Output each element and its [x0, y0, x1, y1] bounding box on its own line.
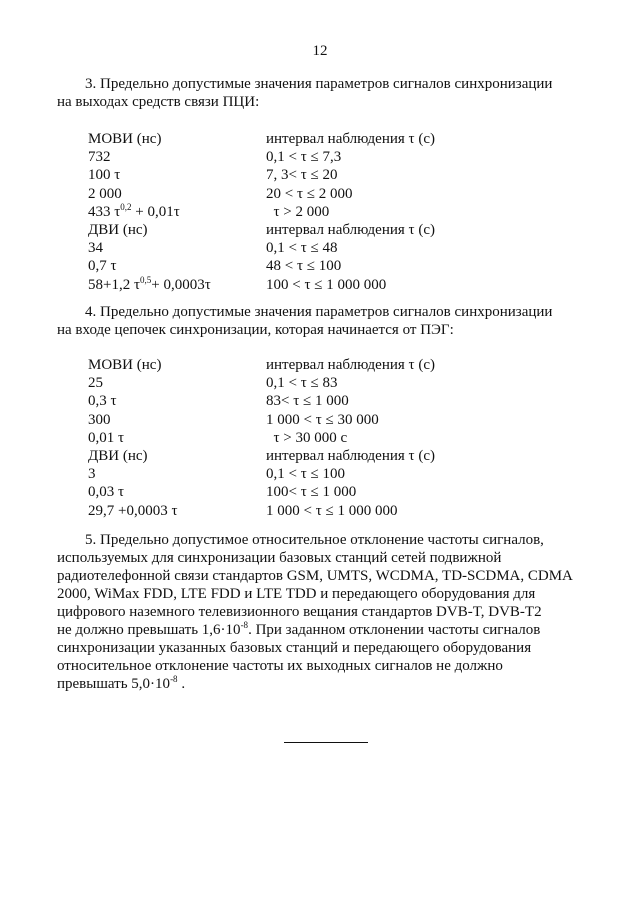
row-interval: τ > 30 000 с: [266, 429, 348, 446]
section-5-line: синхронизации указанных базовых станций и передающего оборудования: [57, 640, 532, 656]
row-interval: 83< τ ≤ 1 000: [266, 393, 349, 410]
section-3-line: 3. Предельно допустимые значения параметров сигналов синхронизации: [85, 76, 553, 92]
table-row: [88, 257, 568, 275]
table-row: [88, 502, 568, 520]
row-interval: 100 < τ ≤ 1 000 000: [266, 276, 387, 293]
table-row: [88, 166, 568, 184]
exponent: -8: [240, 620, 249, 630]
row-formula: 58+1,2 $\tau^{0,5}+ 0,0003\tau$: [88, 274, 211, 293]
page-number: 12: [312, 43, 328, 59]
table-row: [88, 374, 568, 392]
row-value: 3: [88, 466, 96, 483]
row-value: 100 τ: [88, 167, 121, 184]
table-row: [88, 429, 568, 447]
row-interval: 0,1 < τ ≤ 48: [266, 240, 338, 257]
row-value: 0,7 τ: [88, 258, 117, 275]
row-interval: 48 < τ ≤ 100: [266, 258, 342, 275]
row-value: 0,03 τ: [88, 484, 125, 501]
table-row: [88, 411, 568, 429]
closing-rule: [284, 742, 368, 743]
table-row: [88, 465, 568, 483]
row-interval: 0,1 < τ ≤ 83: [266, 375, 338, 392]
section-4-table: [88, 356, 568, 520]
row-interval: интервал наблюдения τ (с): [266, 447, 435, 464]
table-row: [88, 185, 568, 203]
row-interval: интервал наблюдения τ (с): [266, 357, 435, 373]
table-row: [88, 276, 568, 294]
row-interval: 7, 3< τ ≤ 20: [266, 167, 338, 184]
row-value: МОВИ (нс): [88, 357, 162, 373]
row-interval: интервал наблюдения τ (с): [266, 221, 435, 238]
section-5-line: 2000, WiMax FDD, LTE FDD и LTE TDD и передающего оборудования для: [57, 586, 536, 602]
section-4-heading-cont: [57, 321, 600, 339]
section-5-line: 5. Предельно допустимое относительное отклонение частоты сигналов,: [85, 532, 544, 548]
row-formula: 433 $\tau^{0,2} + 0,01\tau$: [88, 201, 180, 220]
section-4-heading: [57, 303, 600, 321]
exponent: -8: [170, 674, 178, 684]
row-value: 2 000: [88, 185, 122, 202]
table-row: [88, 392, 568, 410]
row-interval: 0,1 < τ ≤ 100: [266, 466, 345, 483]
row-interval: 100< τ ≤ 1 000: [266, 484, 357, 501]
table-row: [88, 447, 568, 465]
section-5-line: используемых для синхронизации базовых станций сетей подвижной: [57, 550, 502, 566]
row-value: 0,3 τ: [88, 393, 117, 410]
row-interval: τ > 2 000: [266, 203, 330, 220]
row-interval: 1 000 < τ ≤ 30 000: [266, 411, 379, 428]
section-5-line: радиотелефонной связи стандартов GSM, UMTS, WCDMA, TD-SCDMA, CDMA: [57, 568, 573, 584]
section-4-line: на входе цепочек синхронизации, которая начинается от ПЭГ:: [57, 322, 454, 338]
row-value: 0,01 τ: [88, 429, 125, 446]
table-row: [88, 356, 568, 374]
section-5-line: относительное отклонение частоты их выходных сигналов не должно: [57, 658, 503, 674]
row-interval: интервал наблюдения τ (с): [266, 131, 435, 147]
table-row: [88, 203, 568, 221]
section-4-line: 4. Предельно допустимые значения параметров сигналов синхронизации: [85, 304, 553, 320]
section-5-line: не должно превышать $1,6\cdot 10^{-8}$. При заданном отклонении частоты сигналов: [57, 620, 541, 638]
table-row: [88, 148, 568, 166]
exponent: 0,2: [120, 201, 132, 212]
section-5-line: превышать $5,0\cdot 10^{-8}$ .: [57, 674, 186, 692]
section-5-line: цифрового наземного телевизионного вещания стандартов DVB-T, DVB-T2: [57, 604, 542, 620]
row-interval: 1 000 < τ ≤ 1 000 000: [266, 502, 398, 519]
row-value: 29,7 +0,0003 τ: [88, 502, 178, 519]
table-row: [88, 130, 568, 148]
row-value: 34: [88, 240, 103, 257]
row-value: 300: [88, 411, 111, 428]
row-interval: 20 < τ ≤ 2 000: [266, 185, 353, 202]
section-3-heading-cont: [57, 93, 600, 111]
section-3-heading: [57, 75, 600, 93]
table-row: [88, 483, 568, 501]
row-value: ДВИ (нс): [88, 447, 148, 464]
row-interval: 0,1 < τ ≤ 7,3: [266, 149, 342, 166]
row-value: ДВИ (нс): [88, 221, 148, 238]
table-row: [88, 239, 568, 257]
row-value: МОВИ (нс): [88, 131, 162, 147]
table-row: [88, 221, 568, 239]
row-value: 25: [88, 375, 103, 392]
section-3-table: [88, 130, 568, 294]
row-value: 732: [88, 149, 111, 166]
section-3-line: на выходах средств связи ПЦИ:: [57, 94, 260, 110]
exponent: 0,5: [140, 274, 152, 285]
